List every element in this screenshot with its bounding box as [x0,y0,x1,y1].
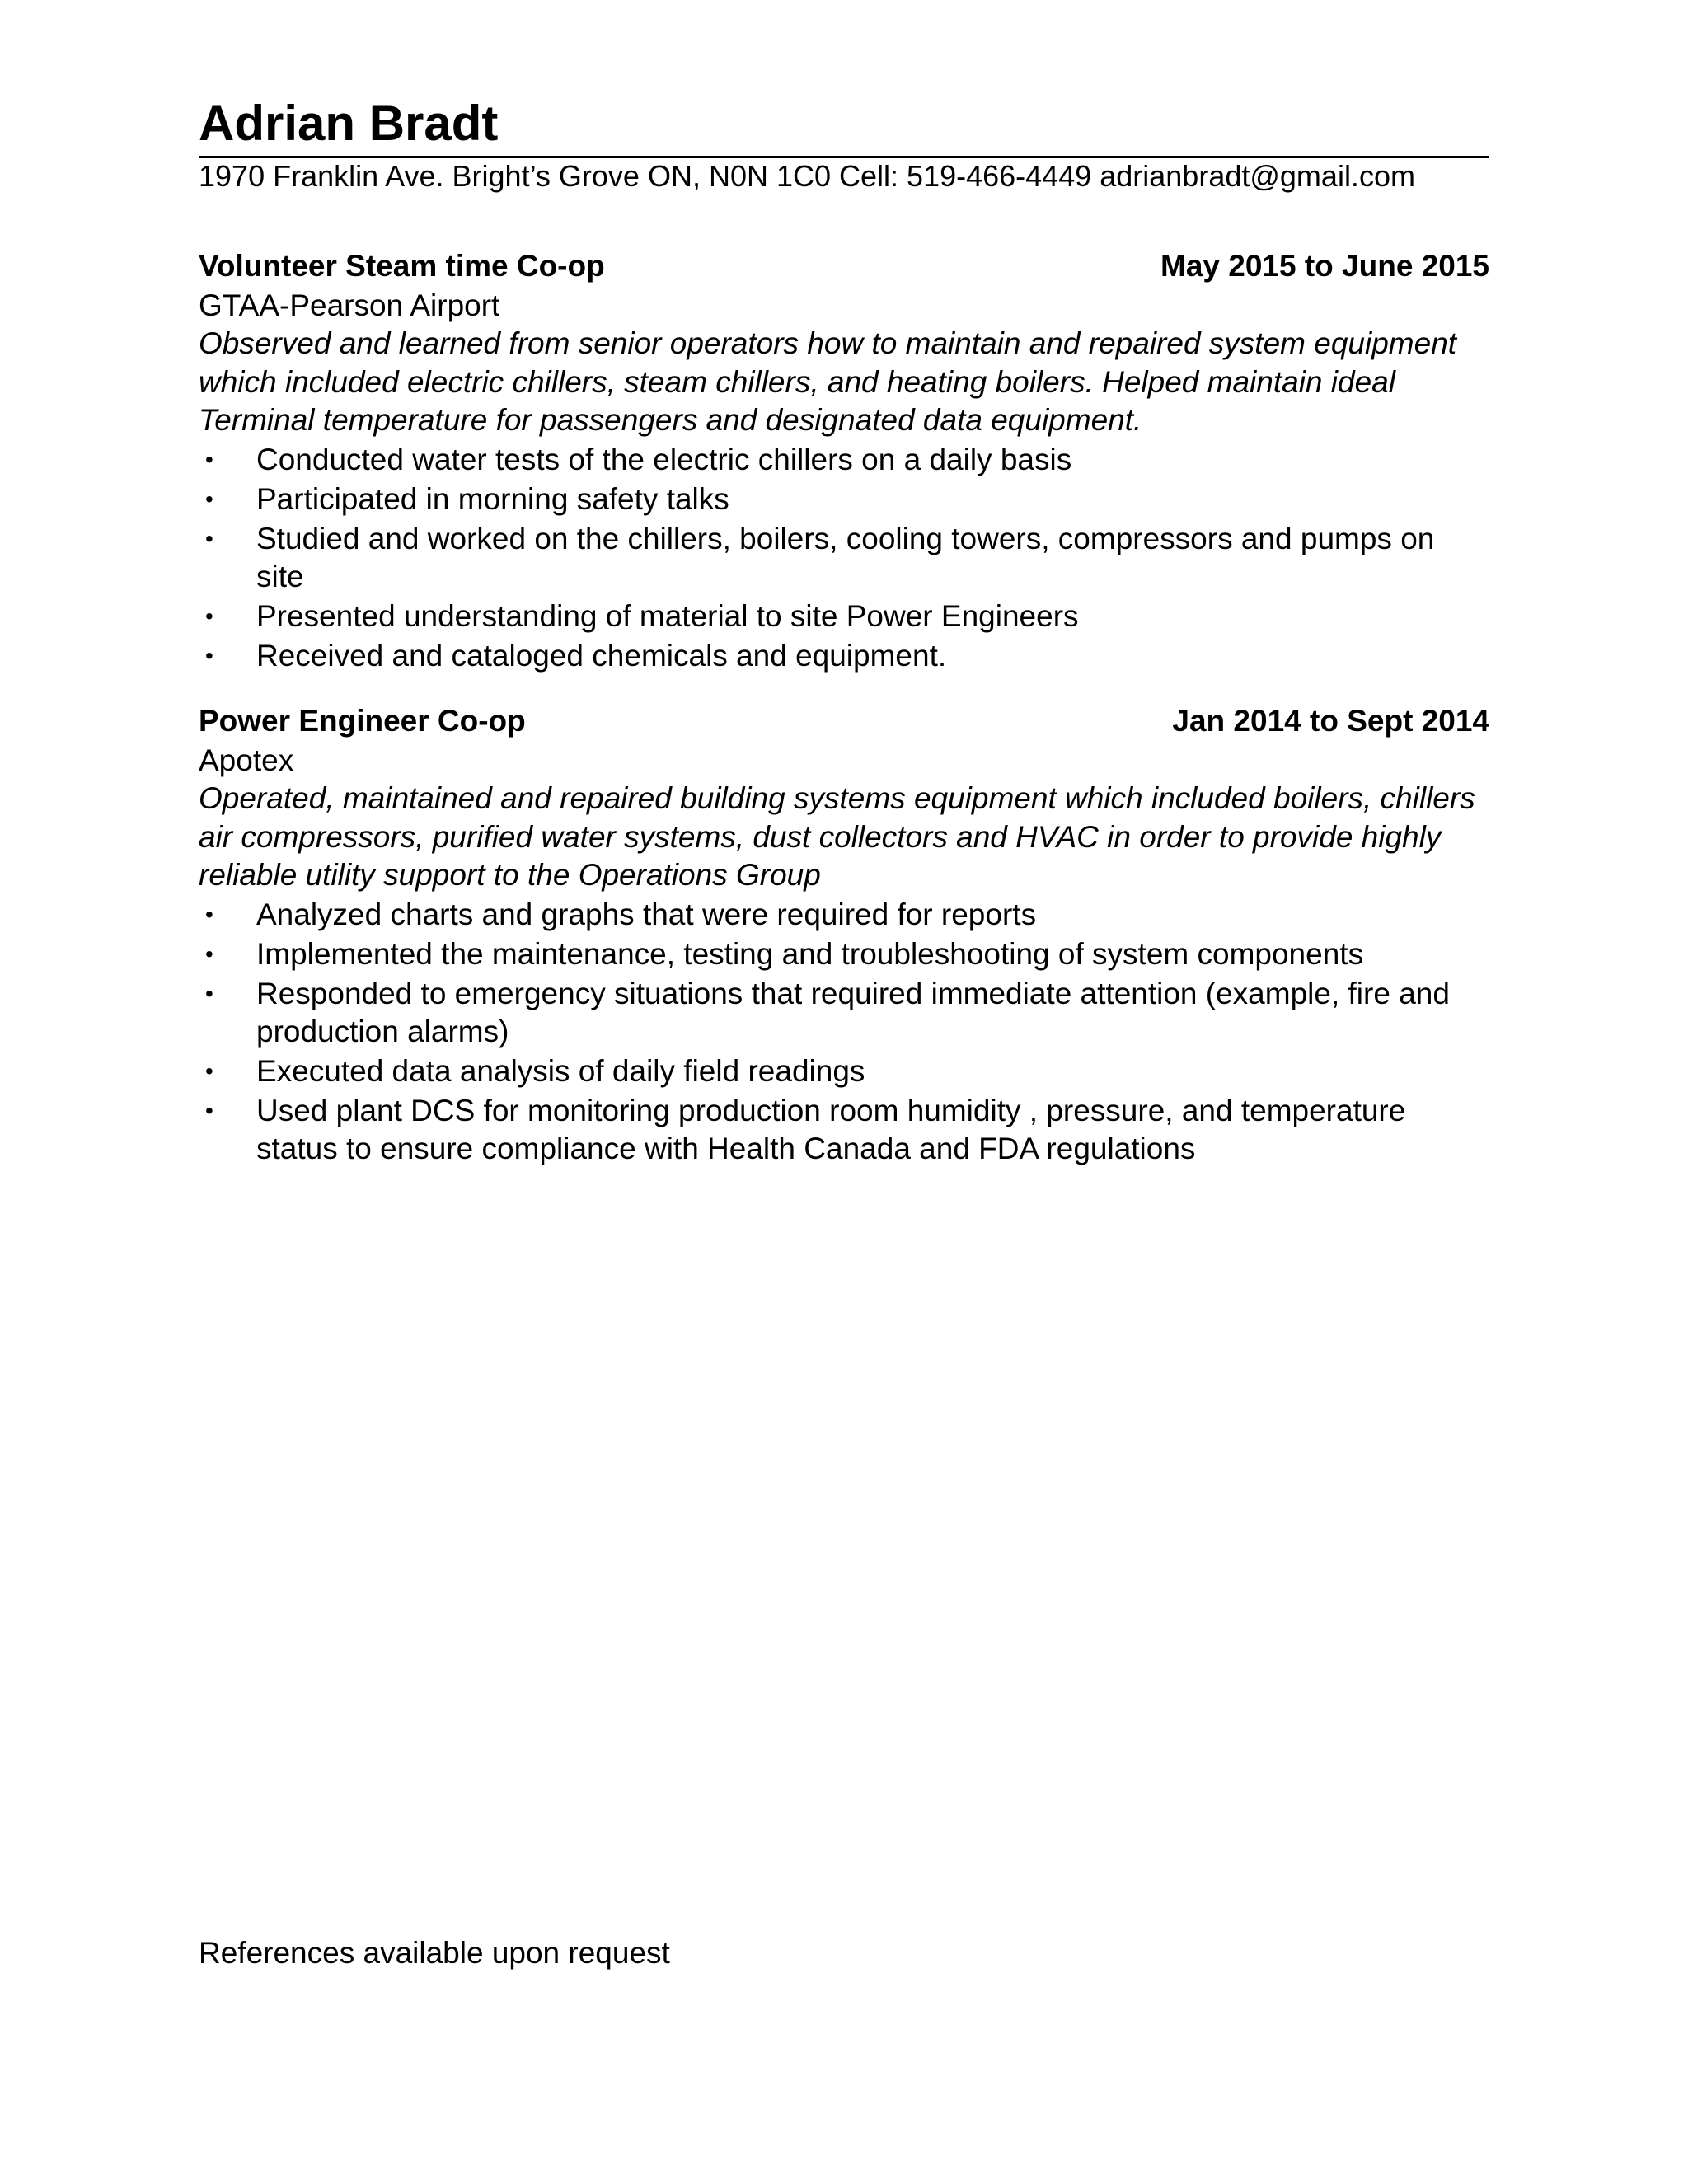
bullet-text: Analyzed charts and graphs that were required for reports [256,897,1037,931]
bullet-text: Executed data analysis of daily field readings [256,1053,865,1088]
list-item [199,520,1489,596]
bullet-text: Presented understanding of material to site Power Engineers [256,598,1079,633]
bullet-icon: • [205,940,213,967]
job-title: Power Engineer Co-op [199,704,526,738]
references-note: References available upon request [199,1936,670,1970]
bullet-text: Used plant DCS for monitoring production room humidity , pressure, and temperature status to ensure compliance with Health Canada and FDA regulations [256,1093,1406,1165]
list-item [199,1092,1489,1168]
job-dates: Jan 2014 to Sept 2014 [1172,704,1489,738]
job-bullets [199,896,1489,1168]
experience-entry [199,701,1489,1169]
list-item [199,441,1489,479]
list-item [199,1052,1489,1090]
job-dates: May 2015 to June 2015 [1160,249,1489,283]
company-name: GTAA-Pearson Airport [199,288,500,322]
bullet-text: Received and cataloged chemicals and equipment. [256,638,947,673]
bullet-icon: • [205,1057,213,1084]
bullet-icon: • [205,642,213,668]
job-bullets [199,441,1489,675]
bullet-icon: • [205,485,213,512]
bullet-text: Implemented the maintenance, testing and troubleshooting of system components [256,936,1364,971]
bullet-text: Responded to emergency situations that required immediate attention (example, fire and production alarms) [256,976,1450,1048]
bullet-icon: • [205,525,213,551]
company-name: Apotex [199,743,294,777]
bullet-icon: • [205,602,213,629]
bullet-text: Conducted water tests of the electric chillers on a daily basis [256,442,1072,476]
list-item [199,896,1489,934]
contact-info: 1970 Franklin Ave. Bright’s Grove ON, N0N 1C0 Cell: 519-466-4449 adrianbradt@gmail.com [199,159,1415,193]
list-item [199,598,1489,635]
bullet-text: Studied and worked on the chillers, boilers, cooling towers, compressors and pumps on site [256,521,1435,593]
job-title: Volunteer Steam time Co-op [199,249,605,283]
list-item [199,935,1489,973]
bullet-text: Participated in morning safety talks [256,481,729,516]
job-description: Observed and learned from senior operators how to maintain and repaired system equipment which included electric chillers, steam chillers, and heating boilers. Helped maintain ideal Terminal temperature for passengers and designated data equipment. [199,326,1457,437]
job-header [199,246,1489,287]
bullet-icon: • [205,446,213,472]
job-description: Operated, maintained and repaired building systems equipment which included boilers, chillers air compressors, purified water systems, dust collectors and HVAC in order to provide highly reliable utility support to the Operations Group [199,781,1475,892]
bullet-icon: • [205,980,213,1006]
job-header [199,701,1489,742]
experience-entry [199,246,1489,677]
list-item [199,975,1489,1051]
candidate-name: Adrian Bradt [199,96,499,151]
bullet-icon: • [205,1097,213,1123]
list-item [199,637,1489,675]
list-item [199,480,1489,518]
bullet-icon: • [205,901,213,927]
